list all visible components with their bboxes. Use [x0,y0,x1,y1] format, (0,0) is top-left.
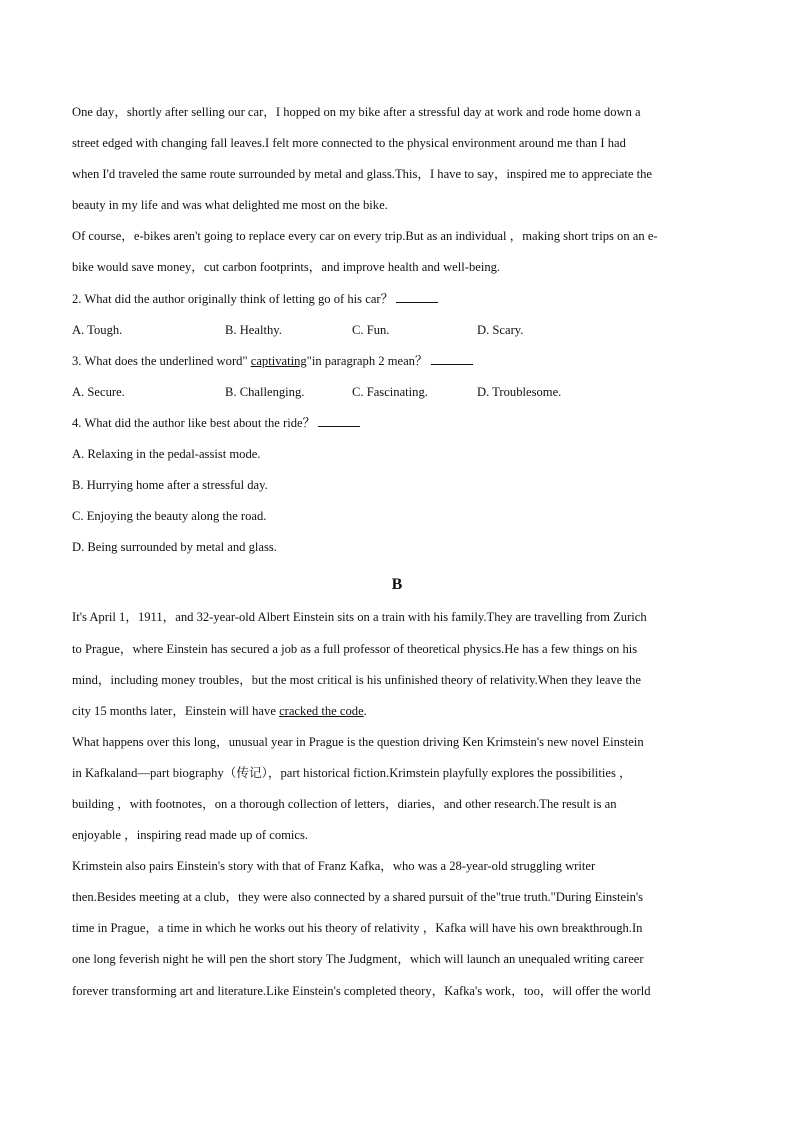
passage-line: to Prague，where Einstein has secured a job as a full professor of theoretical physics.He has a few things on his [72,641,638,656]
passage-line: beauty in my life and was what delighted me most on the bike. [72,198,388,213]
answer-blank [318,416,360,427]
option-b: B. Challenging. [225,384,305,399]
passage-line: One day，shortly after selling our car，I hopped on my bike after a stressful day at work and rode home down a [72,105,641,119]
passage-line: forever transforming art and literature.Like Einstein's completed theory，Kafka's work，too，will offer the world [72,983,651,998]
passage-line: one long feverish night he will pen the short story The Judgment，which will launch an unequaled writing career [72,952,644,967]
option-b: B. Healthy. [225,322,282,337]
underlined-phrase: cracked the code [279,703,364,718]
option-c: C. Fascinating. [352,384,428,399]
passage-line: street edged with changing fall leaves.I felt more connected to the physical environment around me than I had [72,136,626,151]
option-c: C. Fun. [352,322,390,337]
passage-line: city 15 months later，Einstein will have cracked the code. [72,703,367,718]
passage-a [72,97,722,284]
option-b: B. Hurrying home after a stressful day. [72,478,268,493]
question-stem: 2. What did the author originally think of letting go of his car？ [72,284,722,315]
passage-line: What happens over this long，unusual year in Prague is the question driving Ken Krimstein's new novel Einstein [72,734,644,749]
option-d: D. Being surrounded by metal and glass. [72,540,277,555]
passage-line: It's April 1，1911，and 32-year-old Albert Einstein sits on a train with his family.They are travelling from Zurich [72,610,647,625]
passage-line: building ，with footnotes，on a thorough collection of letters，diaries，and other research.The result is an [72,796,617,811]
answer-blank [431,354,473,365]
passage-line: enjoyable ，inspiring read made up of comics. [72,828,309,843]
passage-line: time in Prague，a time in which he works out his theory of relativity ，Kafka will have his own breakthrough.In [72,921,643,936]
question-2 [72,284,722,346]
question-options [72,315,722,346]
passage-b [72,602,722,1006]
question-stem: 4. What did the author like best about the ride？ [72,408,722,439]
question-4 [72,408,722,563]
question-stem: 3. What does the underlined word" captivating"in paragraph 2 mean？ [72,346,722,377]
underlined-word: captivating [250,353,307,368]
section-heading: B [391,576,403,594]
passage-line: Krimstein also pairs Einstein's story with that of Franz Kafka，who was a 28-year-old struggling writer [72,859,596,874]
question-3 [72,346,722,408]
passage-line: bike would save money，cut carbon footprints，and improve health and well-being. [72,260,501,275]
option-a: A. Relaxing in the pedal-assist mode. [72,447,261,462]
option-d: D. Troublesome. [477,384,562,399]
option-d: D. Scary. [477,322,524,337]
question-options [72,377,722,408]
passage-line: in Kafkaland—part biography（传记），part historical fiction.Krimstein playfully explores the possibilities ， [72,765,632,780]
passage-line: Of course，e-bikes aren't going to replace every car on every trip.But as an individual ，making short trips on an e- [72,229,658,244]
passage-line: then.Besides meeting at a club，they were also connected by a shared pursuit of the"true truth."During Einstein's [72,890,644,905]
option-c: C. Enjoying the beauty along the road. [72,509,267,524]
option-a: A. Tough. [72,322,123,337]
option-a: A. Secure. [72,384,125,399]
passage-line: mind，including money troubles，but the most critical is his unfinished theory of relativity.When they leave the [72,672,641,687]
exam-page [72,97,722,1007]
passage-line: when I'd traveled the same route surrounded by metal and glass.This，I have to say，inspired me to appreciate the [72,167,653,182]
answer-blank [396,292,438,303]
